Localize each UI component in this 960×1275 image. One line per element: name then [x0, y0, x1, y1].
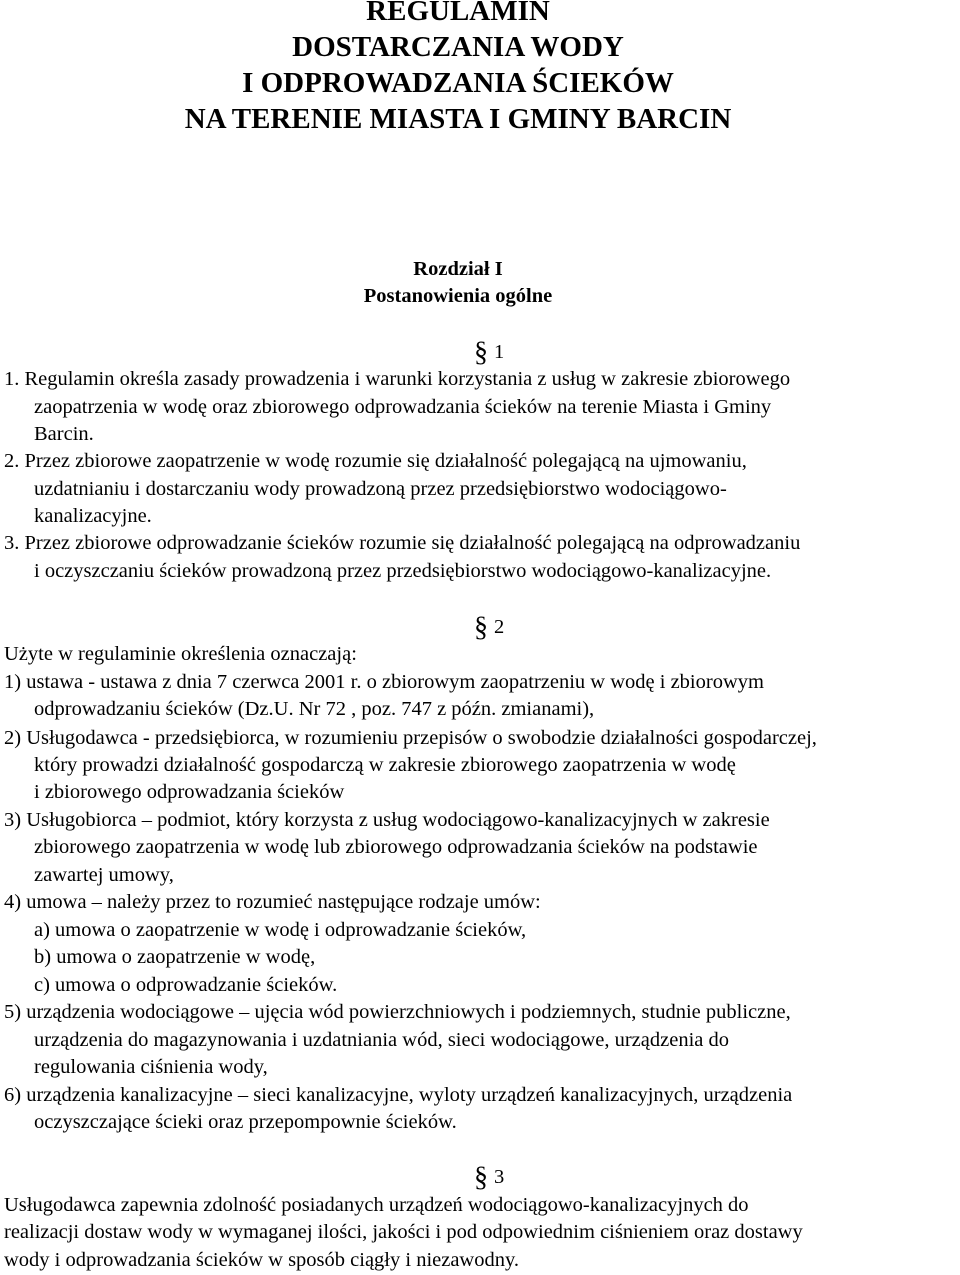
s2-def-1-line-2: odprowadzaniu ścieków (Dz.U. Nr 72 , poz. 747 z późn. zmianami),	[34, 698, 595, 720]
s2-intro: Użyte w regulaminie określenia oznaczają:	[4, 643, 357, 665]
s2-def-2-line-3: i zbiorowego odprowadzania ścieków	[34, 781, 345, 803]
s2-def-4-option-a: a) umowa o zaopatrzenie w wodę i odprowadzanie ścieków,	[34, 919, 527, 941]
s1-item-2-line-1: 2. Przez zbiorowe zaopatrzenie w wodę rozumie się działalność polegającą na ujmowaniu,	[4, 450, 747, 472]
s1-item-2-line-2: uzdatnianiu i dostarczaniu wody prowadzoną przez przedsiębiorstwo wodociągowo-	[34, 478, 727, 500]
document-title-line-2: DOSTARCZANIA WODY	[292, 31, 624, 63]
s1-item-1-line-1: 1. Regulamin określa zasady prowadzenia i warunki korzystania z usług w zakresie zbiorowego	[4, 368, 791, 390]
s2-def-6-line-1: 6) urządzenia kanalizacyjne – sieci kanalizacyjne, wyloty urządzeń kanalizacyjnych, urządzenia	[4, 1084, 793, 1106]
s2-def-2-line-1: 2) Usługodawca - przedsiębiorca, w rozumieniu przepisów o swobodzie działalności gospodarczej,	[4, 727, 817, 749]
s1-item-2-line-3: kanalizacyjne.	[34, 505, 152, 527]
s3-text-line-1: Usługodawca zapewnia zdolność posiadanych urządzeń wodociągowo-kanalizacyjnych do	[4, 1194, 749, 1216]
s2-def-5-line-3: regulowania ciśnienia wody,	[34, 1056, 268, 1078]
s2-def-4-line-1: 4) umowa – należy przez to rozumieć następujące rodzaje umów:	[4, 891, 541, 913]
s1-item-1-line-2: zaopatrzenia w wodę oraz zbiorowego odprowadzania ścieków na terenie Miasta i Gminy	[34, 396, 772, 418]
chapter-subtitle: Postanowienia ogólne	[363, 285, 553, 307]
document-title-line-1: REGULAMIN	[366, 0, 550, 27]
s2-def-4-option-b: b) umowa o zaopatrzenie w wodę,	[34, 946, 316, 968]
s1-item-1-line-3: Barcin.	[34, 423, 94, 445]
s2-def-1-line-1: 1) ustawa - ustawa z dnia 7 czerwca 2001 r. o zbiorowym zaopatrzeniu w wodę i zbiorowym	[4, 671, 764, 693]
section-symbol: §	[474, 337, 488, 368]
s2-def-4-option-c: c) umowa o odprowadzanie ścieków.	[34, 974, 338, 996]
s2-def-5-line-1: 5) urządzenia wodociągowe – ujęcia wód powierzchniowych i podziemnych, studnie publiczne,	[4, 1001, 791, 1023]
section-number: 3	[494, 1166, 505, 1188]
section-2-heading	[474, 614, 504, 641]
chapter-label: Rozdział I	[413, 258, 503, 280]
document-title-line-4: NA TERENIE MIASTA I GMINY BARCIN	[184, 103, 732, 135]
s1-item-3-line-1: 3. Przez zbiorowe odprowadzanie ścieków rozumie się działalność polegającą na odprowadzaniu	[4, 532, 801, 554]
s2-def-5-line-2: urządzenia do magazynowania i uzdatniania wód, sieci wodociągowe, urządzenia do	[34, 1029, 729, 1051]
s2-def-2-line-2: który prowadzi działalność gospodarczą w zakresie zbiorowego zaopatrzenia w wodę	[34, 754, 736, 776]
s2-def-3-line-3: zawartej umowy,	[34, 864, 174, 886]
s2-def-3-line-2: zbiorowego zaopatrzenia w wodę lub zbiorowego odprowadzania ścieków na podstawie	[34, 836, 758, 858]
section-1-heading	[474, 339, 504, 366]
section-symbol: §	[474, 612, 488, 643]
s3-text-line-2: realizacji dostaw wody w wymaganej ilości, jakości i pod odpowiednim ciśnieniem oraz dostawy	[4, 1221, 803, 1243]
s2-def-3-line-1: 3) Usługobiorca – podmiot, który korzysta z usług wodociągowo-kanalizacyjnych w zakresie	[4, 809, 770, 831]
section-number: 1	[494, 341, 505, 363]
document-title-line-3: I ODPROWADZANIA ŚCIEKÓW	[242, 67, 674, 99]
s3-text-line-3: wody i odprowadzania ścieków w sposób ciągły i niezawodny.	[4, 1249, 520, 1271]
s1-item-3-line-2: i oczyszczaniu ścieków prowadzoną przez przedsiębiorstwo wodociągowo-kanalizacyjne.	[34, 560, 772, 582]
s2-def-6-line-2: oczyszczające ścieki oraz przepompownie ścieków.	[34, 1111, 457, 1133]
section-symbol: §	[474, 1162, 488, 1193]
section-3-heading	[474, 1164, 504, 1191]
section-number: 2	[494, 616, 505, 638]
